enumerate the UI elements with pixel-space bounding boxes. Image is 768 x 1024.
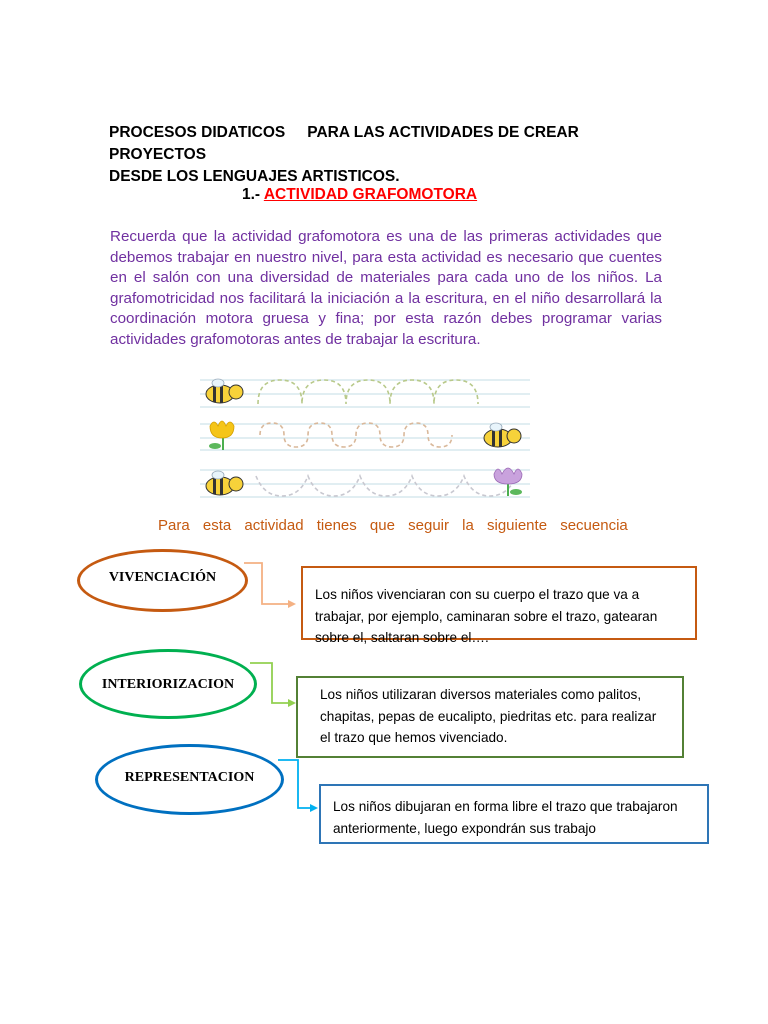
step-description: Los niños dibujaran en forma libre el trazo que trabajaron anteriormente, luego expondrán sus trabajo [333,799,678,836]
sequence-instruction: Para esta actividad tienes que seguir la siguiente secuencia [158,517,628,534]
title-part-1: PROCESOS DIDATICOS [109,124,286,141]
heading-text: ACTIVIDAD GRAFOMOTORA [263,186,478,203]
step-box-representacion [319,784,709,844]
step-label: REPRESENTACION [124,770,255,785]
intro-text: Recuerda que la actividad grafomotora es una de las primeras actividades que debemos trabajar en nuestro nivel, para esta actividad es necesario que cuentes en el salón con una diversidad de materiales para cada uno de los niños. La grafomotricidad nos facilitará la iniciación a la escritura, en el niño desarrollará la coordinación motora gruesa y fina; por esta razón debes programar varias actividades grafomotoras antes de trabajar la escritura. [110,228,662,348]
section-heading [242,186,477,204]
grafomotor-worksheet-image [198,372,536,502]
heading-number: 1.- [242,186,261,203]
document-title [109,122,669,188]
intro-paragraph [110,227,662,351]
step-label: INTERIORIZACION [101,677,235,692]
step-description: Los niños utilizaran diversos materiales como palitos, chapitas, pepas de eucalipto, piedritas etc. para realizar el trazo que hemos vivenciado. [320,687,657,745]
step-oval-representacion [95,744,284,815]
step-box-vivenciacion [301,566,697,645]
step-oval-vivenciacion [77,549,248,612]
step-label: VIVENCIACIÓN [108,570,217,585]
title-part-2: PARA LAS ACTIVIDADES DE CREAR PROYECTOS [109,124,579,163]
step-oval-interiorizacion [79,649,257,719]
step-description: Los niños vivenciaran con su cuerpo el trazo que va a trabajar, por ejemplo, caminaran sobre el trazo, gatearan sobre el, saltaran sobre el…. [315,587,658,645]
step-box-interiorizacion [296,676,684,758]
title-line-2: DESDE LOS LENGUAJES ARTISTICOS. [109,168,400,185]
